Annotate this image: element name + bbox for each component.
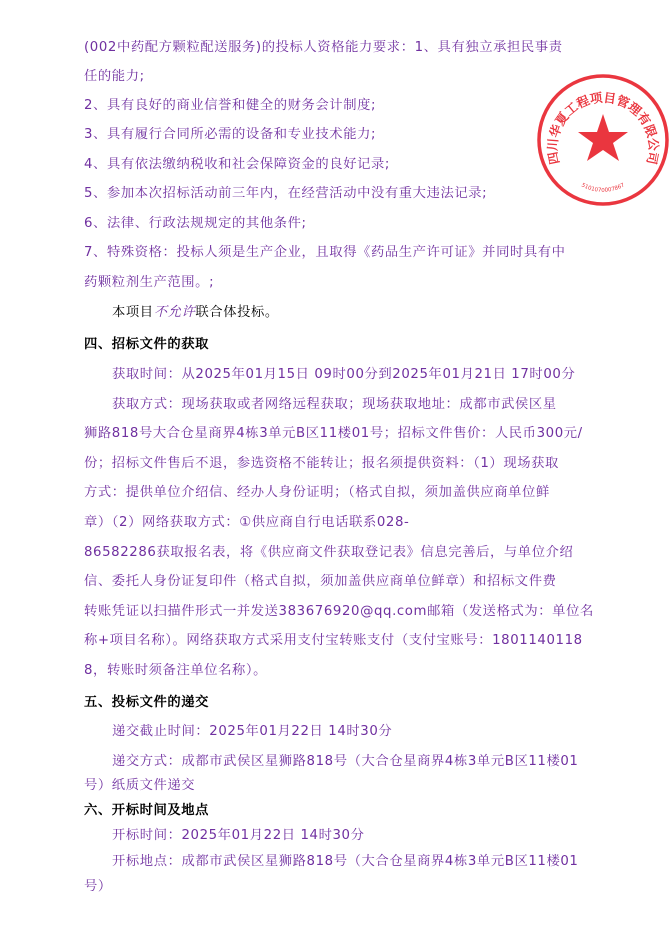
text-span: 本项目 <box>112 305 154 320</box>
text-line: 3、具有履行合同所必需的设备和专业技术能力; <box>84 127 377 142</box>
text-line: 份；招标文件售后不退，参选资格不能转让；报名须提供资料：（1）现场获取 <box>84 456 559 471</box>
text-line: 86582286获取报名表，将《供应商文件获取登记表》信息完善后，与单位介绍 <box>84 545 574 560</box>
company-seal <box>533 70 669 210</box>
text-line: 方式：提供单位介绍信、经办人身份证明；（格式自拟，须加盖供应商单位鲜 <box>84 485 550 500</box>
text-line: 开标时间：2025年01月22日 14时30分 <box>112 828 365 843</box>
seal-number: 5101070007867 <box>580 182 626 194</box>
text-line: 递交方式：成都市武侯区星狮路818号（大合仓星商界4栋3单元B区11楼01 <box>112 754 579 769</box>
text-line: 6、法律、行政法规规定的其他条件; <box>84 216 307 231</box>
section-heading-6: 六、开标时间及地点 <box>84 803 210 818</box>
text-line: 章）（2）网络获取方式：①供应商自行电话联系028- <box>84 515 410 530</box>
seal-text: 四川华夏工程项目管理有限公司 <box>544 89 662 166</box>
text-line: (002中药配方颗粒配送服务)的投标人资格能力要求：1、具有独立承担民事责 <box>84 40 563 55</box>
section-heading-4: 四、招标文件的获取 <box>84 337 210 352</box>
text-line: 获取时间：从2025年01月15日 09时00分到2025年01月21日 17时00分 <box>112 367 576 382</box>
text-line: 递交截止时间：2025年01月22日 14时30分 <box>112 724 393 739</box>
text-line: 转账凭证以扫描件形式一并发送383676920@qq.com邮箱（发送格式为：单位名 <box>84 604 594 619</box>
text-line: 号）纸质文件递交 <box>84 778 196 793</box>
star-icon <box>578 114 628 161</box>
text-line: 称+项目名称）。网络获取方式采用支付宝转账支付（支付宝账号：1801140118 <box>84 633 583 648</box>
text-line: 7、特殊资格：投标人须是生产企业，且取得《药品生产许可证》并同时具有中 <box>84 245 566 260</box>
not-allowed-text: 不允许 <box>153 305 196 320</box>
text-line: 8，转账时须备注单位名称）。 <box>84 663 268 678</box>
text-line: 号） <box>84 879 112 894</box>
text-line: 开标地点：成都市武侯区星狮路818号（大合仓星商界4栋3单元B区11楼01 <box>112 854 579 869</box>
text-line: 4、具有依法缴纳税收和社会保障资金的良好记录; <box>84 157 390 172</box>
text-line: 药颗粒剂生产范围。; <box>84 275 215 290</box>
text-line: 5、参加本次招标活动前三年内，在经营活动中没有重大违法记录; <box>84 186 488 201</box>
seal-graphic <box>533 70 669 210</box>
consortium-note <box>112 304 279 322</box>
text-line: 狮路818号大合仓星商界4栋3单元B区11楼01号；招标文件售价：人民币300元/ <box>84 426 583 441</box>
text-line: 信、委托人身份证复印件（格式自拟，须加盖供应商单位鲜章）和招标文件费 <box>84 574 557 589</box>
text-line: 任的能力; <box>84 69 145 84</box>
section-heading-5: 五、投标文件的递交 <box>84 695 210 710</box>
text-line: 2、具有良好的商业信誉和健全的财务会计制度; <box>84 98 377 113</box>
text-line: 获取方式：现场获取或者网络远程获取；现场获取地址：成都市武侯区星 <box>112 397 557 412</box>
text-span: 联合体投标。 <box>195 305 279 320</box>
